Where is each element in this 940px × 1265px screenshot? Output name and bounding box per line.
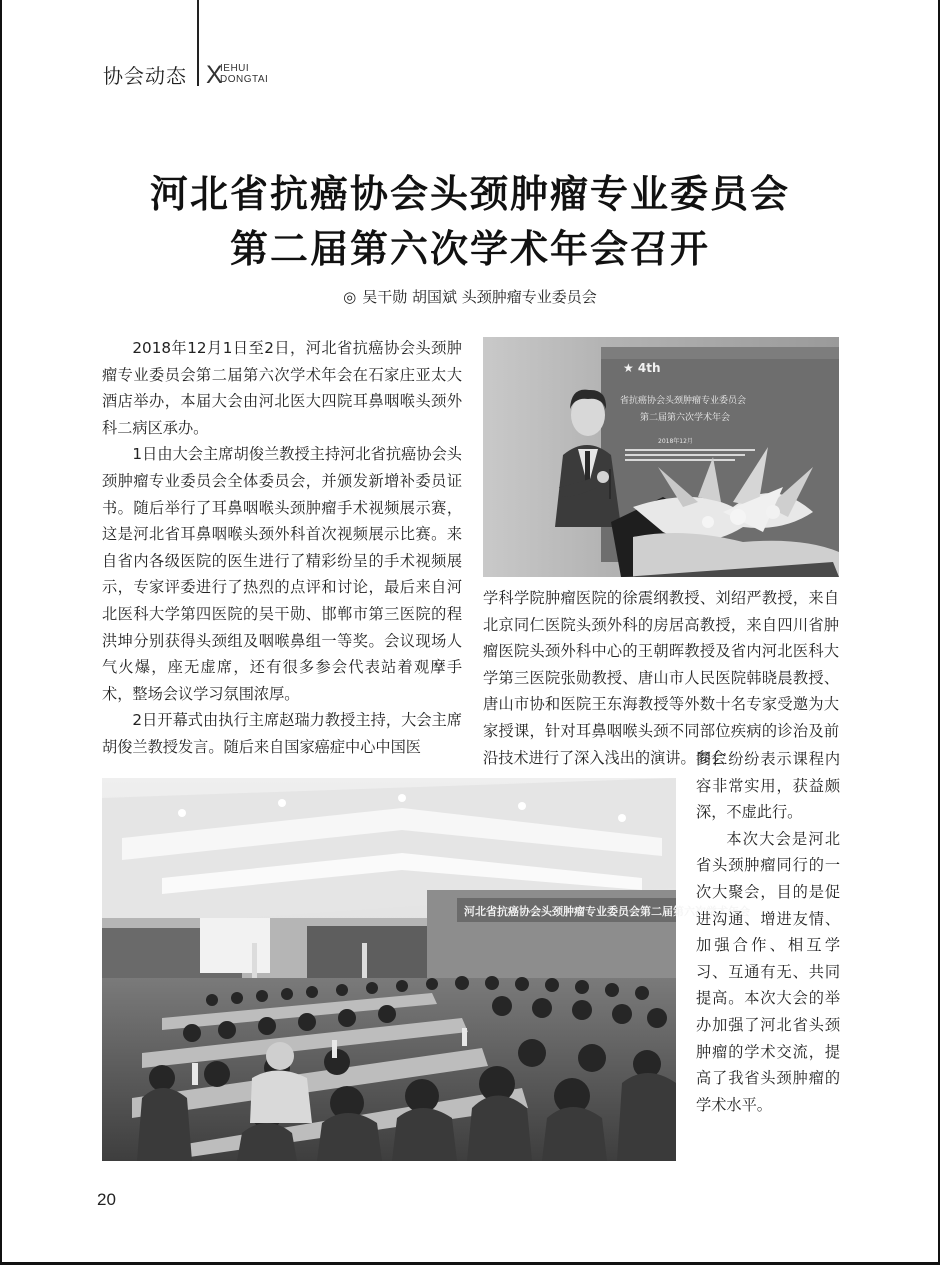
body-column-narrow [696,746,840,1118]
paragraph: 1日由大会主席胡俊兰教授主持河北省抗癌协会头颈肿瘤专业委员会全体委员会，并颁发新增补委员证书。随后举行了耳鼻咽喉头颈肿瘤手术视频展示赛，这是河北省耳鼻咽喉头颈外科首次视频展示比赛。来自省内各级医院的医生进行了精彩纷呈的手术视频展示，专家评委进行了热烈的点评和讨论，最后来自河北医科大学第四医院的吴干勋、邯郸市第三医院的程洪坤分别获得头颈组及咽喉鼻组一等奖。会议现场人气火爆，座无虚席，还有很多参会代表站着观摩手术，整场会议学习氛围浓厚。 [102,445,462,703]
paragraph: 2日开幕式由执行主席赵瑞力教授主持，大会主席胡俊兰教授发言。随后来自国家癌症中心中国医 [102,711,462,756]
hall-banner-text: 河北省抗癌协会头颈肿瘤专业委员会第二届第六次学术年会 [464,905,750,918]
speaker-photo [483,337,839,577]
article-title-line1: 河北省抗癌协会头颈肿瘤专业委员会 [149,171,790,216]
byline [0,286,940,307]
section-pinyin-line1: IEHUI [220,63,250,74]
speaker-banner-line2: 第二届第六次学术年会 [640,413,731,423]
conference-hall-illustration [102,778,750,1161]
paragraph: 本次大会是河北省头颈肿瘤同行的一次大聚会，目的是促进沟通、增进友情、加强合作、相互学习、互通有无、共同提高。本次大会的举办加强了河北省头颈肿瘤的学术交流，提高了我省头颈肿瘤的学术水平。 [696,829,840,1114]
speaker-banner-line1: 省抗癌协会头颈肿瘤专业委员会 [620,396,747,406]
section-title: 协会动态 [103,64,187,88]
header-vertical-rule [197,0,199,86]
section-pinyin-line2: DONGTAI [220,74,269,85]
conference-hall-photo [102,778,750,1161]
svg-text:★ 4th: ★ 4th [623,361,661,375]
section-pinyin-initial: X [206,61,223,89]
speaker-photo-illustration [483,337,839,577]
article-title-line2: 第二届第六次学术年会召开 [229,226,710,271]
body-column-left [102,335,462,761]
paragraph: 学科学院肿瘤医院的徐震纲教授、刘绍严教授，来自北京同仁医院头颈外科的房居高教授，来自四川省肿瘤医院头颈外科中心的王朝晖教授及省内河北医科大学第三医院张勋教授、唐山市人民医院韩晓晨教授、唐山市协和医院王东海教授等外数十名专家受邀为大家授课，针对耳鼻咽喉头颈不同部位疾病的诊治及前沿技术进行了深入浅出的演讲。参会 [483,589,839,767]
paragraph: 2018年12月1日至2日，河北省抗癌协会头颈肿瘤专业委员会第二届第六次学术年会在石家庄亚太大酒店举办，本届大会由河北医大四院耳鼻咽喉头颈外科二病区承办。 [102,339,462,437]
paragraph: 同仁纷纷表示课程内容非常实用，获益颇深，不虚此行。 [696,750,840,822]
page-number: 20 [97,1190,116,1209]
speaker-banner-line3: 2018年12月 [658,438,693,445]
byline-text: 吴干勋 胡国斌 头颈肿瘤专业委员会 [362,288,597,306]
byline-symbol: ◎ [343,288,357,306]
body-column-right [483,585,839,771]
